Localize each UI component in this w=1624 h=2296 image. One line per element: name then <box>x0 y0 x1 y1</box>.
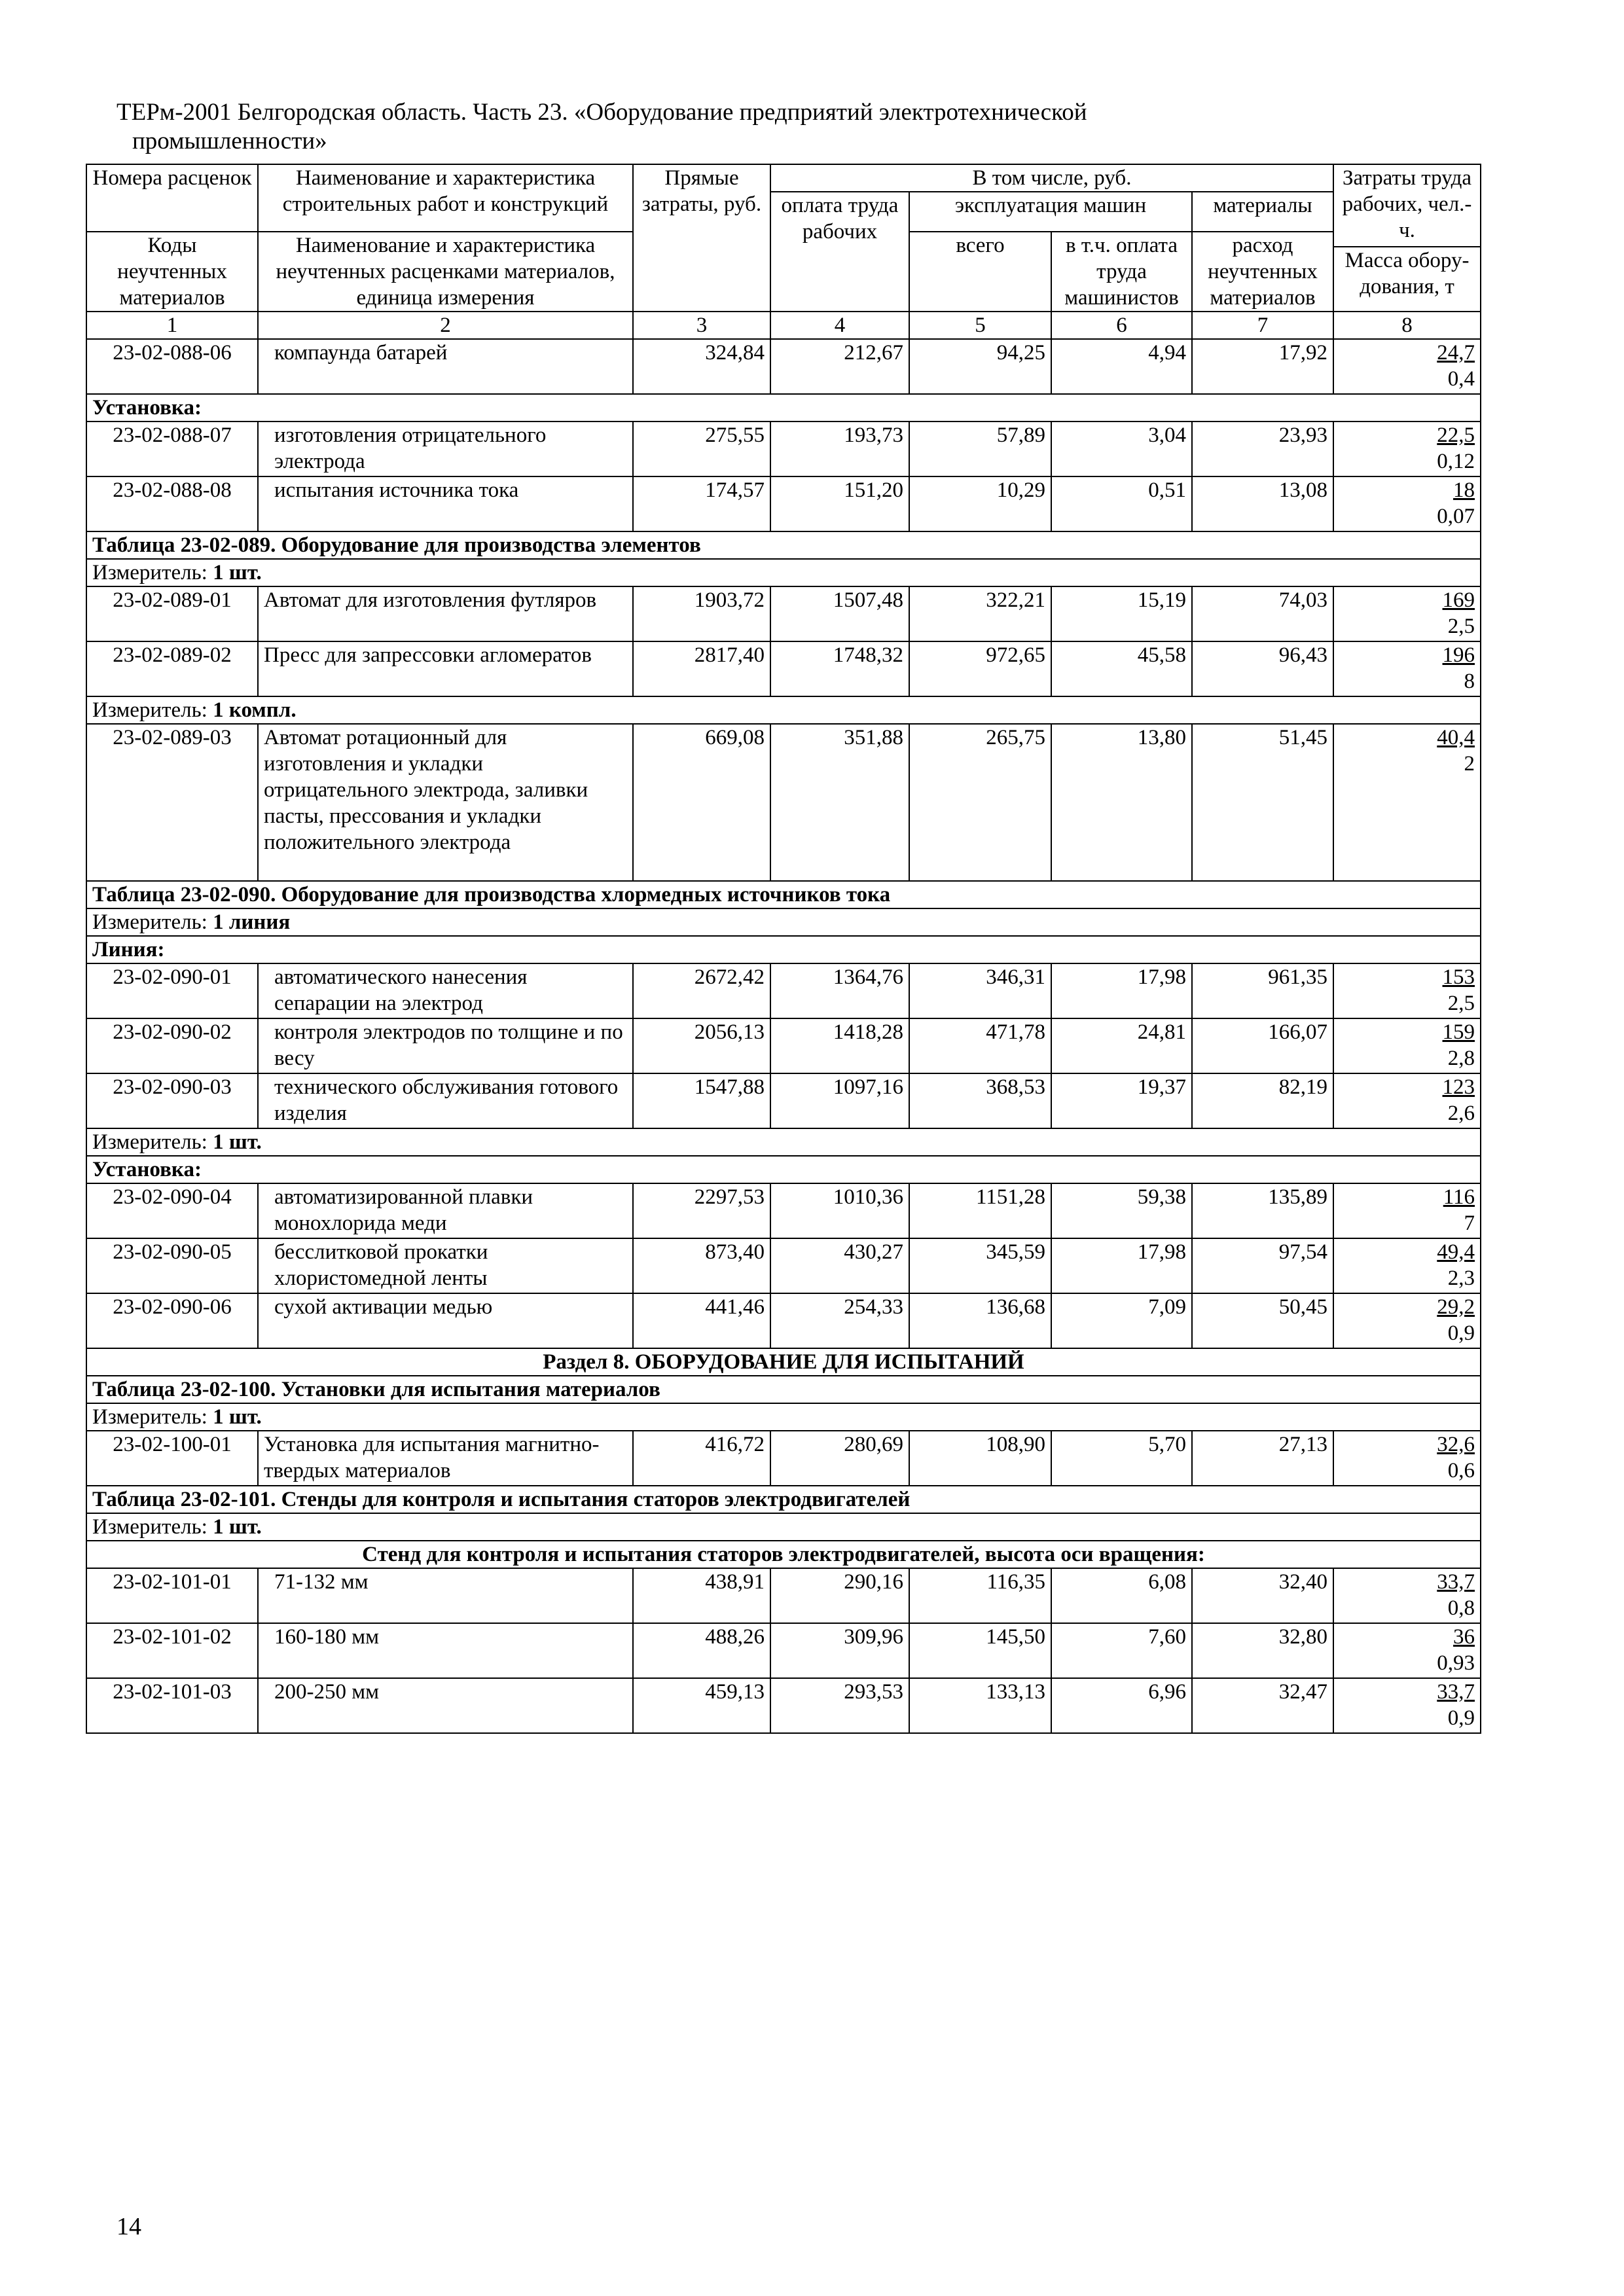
cost-v3: 669,08 <box>633 724 770 881</box>
rate-code: 23-02-101-01 <box>86 1568 258 1623</box>
cost-v4: 293,53 <box>770 1678 909 1733</box>
header-mass: Масса обору-дования, т <box>1333 247 1481 312</box>
page-number: 14 <box>117 2213 141 2240</box>
table-row <box>86 339 1481 394</box>
rate-code: 23-02-101-03 <box>86 1678 258 1733</box>
header-materials: материалы <box>1192 192 1333 232</box>
cost-v5: 265,75 <box>909 724 1051 881</box>
rate-name: 160-180 мм <box>258 1623 633 1678</box>
measure-value: 1 линия <box>213 910 291 934</box>
measure-unit-row <box>86 1403 1481 1431</box>
mass-value: 8 <box>1464 670 1475 693</box>
cost-v7: 17,92 <box>1192 339 1333 394</box>
mass-value: 0,9 <box>1447 1321 1475 1345</box>
header-in-that: В том числе, руб. <box>770 164 1333 192</box>
cost-v5: 57,89 <box>909 422 1051 476</box>
cost-v4: 193,73 <box>770 422 909 476</box>
mass-value: 0,8 <box>1447 1596 1475 1620</box>
table-row <box>86 1293 1481 1348</box>
header-machines-total: всего <box>909 232 1051 312</box>
mass-value: 0,07 <box>1437 505 1475 528</box>
labor-mass-cell <box>1333 724 1481 881</box>
labor-value: 22,5 <box>1437 423 1475 447</box>
rate-code: 23-02-089-02 <box>86 641 258 696</box>
mass-value: 0,6 <box>1447 1459 1475 1482</box>
measure-unit <box>86 559 1481 586</box>
rate-code: 23-02-101-02 <box>86 1623 258 1678</box>
running-head-line-2: промышленности» <box>132 128 327 154</box>
labor-value: 159 <box>1442 1020 1475 1044</box>
table-089-title: Таблица 23-02-089. Оборудование для производства элементов <box>86 531 1481 559</box>
cost-v5: 345,59 <box>909 1238 1051 1293</box>
table-row <box>86 1018 1481 1073</box>
column-number: 6 <box>1051 312 1192 339</box>
cost-v6: 7,60 <box>1051 1623 1192 1678</box>
rate-code: 23-02-090-04 <box>86 1183 258 1238</box>
header-labor: Затраты труда рабочих, чел.-ч. <box>1333 164 1481 247</box>
cost-v6: 17,98 <box>1051 1238 1192 1293</box>
rate-code: 23-02-090-05 <box>86 1238 258 1293</box>
stand-group-heading: Стенд для контроля и испытания статоров электродвигателей, высота оси вращения: <box>86 1541 1481 1568</box>
measure-unit-row <box>86 908 1481 936</box>
rate-name: Установка для испытания магнитно-твердых материалов <box>258 1431 633 1486</box>
measure-unit <box>86 696 1481 724</box>
cost-v5: 368,53 <box>909 1073 1051 1128</box>
cost-v5: 471,78 <box>909 1018 1051 1073</box>
header-unaccounted-codes: Коды неучтенных материалов <box>86 232 258 312</box>
labor-mass-cell <box>1333 586 1481 641</box>
measure-value: 1 шт. <box>213 1405 262 1429</box>
header-unaccounted-materials: расход неучтенных материалов <box>1192 232 1333 312</box>
rate-code: 23-02-090-01 <box>86 963 258 1018</box>
rate-code: 23-02-090-02 <box>86 1018 258 1073</box>
cost-v6: 17,98 <box>1051 963 1192 1018</box>
cost-v4: 309,96 <box>770 1623 909 1678</box>
labor-value: 123 <box>1442 1075 1475 1099</box>
table-row <box>86 476 1481 531</box>
cost-v3: 275,55 <box>633 422 770 476</box>
mass-value: 2 <box>1464 752 1475 776</box>
rate-name: сухой активации медью <box>258 1293 633 1348</box>
cost-v6: 6,08 <box>1051 1568 1192 1623</box>
labor-value: 153 <box>1442 965 1475 989</box>
cost-v5: 1151,28 <box>909 1183 1051 1238</box>
header-operators-pay: в т.ч. оплата труда машинистов <box>1051 232 1192 312</box>
column-numbers-row <box>86 312 1481 339</box>
cost-v5: 116,35 <box>909 1568 1051 1623</box>
labor-mass-cell <box>1333 963 1481 1018</box>
subsection-lines: Линия: <box>86 936 1481 963</box>
table-row <box>86 641 1481 696</box>
table-row <box>86 422 1481 476</box>
cost-v3: 459,13 <box>633 1678 770 1733</box>
stand-group-heading-row <box>86 1541 1481 1568</box>
cost-v5: 346,31 <box>909 963 1051 1018</box>
cost-v4: 212,67 <box>770 339 909 394</box>
rate-code: 23-02-090-06 <box>86 1293 258 1348</box>
cost-v7: 74,03 <box>1192 586 1333 641</box>
measure-label: Измеритель: <box>92 910 213 934</box>
table-row <box>86 963 1481 1018</box>
cost-v7: 27,13 <box>1192 1431 1333 1486</box>
labor-value: 24,7 <box>1437 341 1475 365</box>
rate-name: 200-250 мм <box>258 1678 633 1733</box>
cost-v5: 972,65 <box>909 641 1051 696</box>
labor-value: 40,4 <box>1437 726 1475 749</box>
section-8-title-row <box>86 1348 1481 1376</box>
table-row <box>86 724 1481 881</box>
rate-name: Пресс для запрессовки агломератов <box>258 641 633 696</box>
cost-v6: 4,94 <box>1051 339 1192 394</box>
column-number: 1 <box>86 312 258 339</box>
mass-value: 7 <box>1464 1211 1475 1235</box>
cost-v4: 1010,36 <box>770 1183 909 1238</box>
rates-grid <box>86 164 1481 1734</box>
table-090-title-row <box>86 881 1481 908</box>
measure-unit-row <box>86 559 1481 586</box>
cost-v3: 438,91 <box>633 1568 770 1623</box>
cost-v7: 166,07 <box>1192 1018 1333 1073</box>
labor-value: 49,4 <box>1437 1240 1475 1264</box>
cost-v4: 1748,32 <box>770 641 909 696</box>
table-row <box>86 1431 1481 1486</box>
labor-value: 169 <box>1442 588 1475 612</box>
cost-v4: 1364,76 <box>770 963 909 1018</box>
mass-value: 2,5 <box>1447 992 1475 1015</box>
rate-code: 23-02-100-01 <box>86 1431 258 1486</box>
labor-value: 36 <box>1453 1625 1475 1649</box>
table-089-title-row <box>86 531 1481 559</box>
column-number: 4 <box>770 312 909 339</box>
labor-mass-cell <box>1333 1623 1481 1678</box>
cost-v7: 32,40 <box>1192 1568 1333 1623</box>
cost-v7: 13,08 <box>1192 476 1333 531</box>
labor-mass-cell <box>1333 1293 1481 1348</box>
measure-unit-row <box>86 1513 1481 1541</box>
table-row <box>86 1073 1481 1128</box>
cost-v4: 1507,48 <box>770 586 909 641</box>
cost-v3: 174,57 <box>633 476 770 531</box>
labor-mass-cell <box>1333 422 1481 476</box>
header-row-1 <box>86 164 1481 192</box>
labor-mass-cell <box>1333 641 1481 696</box>
rate-name: контроля электродов по толщине и по весу <box>258 1018 633 1073</box>
cost-v3: 441,46 <box>633 1293 770 1348</box>
rate-name: 71-132 мм <box>258 1568 633 1623</box>
labor-value: 18 <box>1453 478 1475 502</box>
measure-label: Измеритель: <box>92 1405 213 1429</box>
rate-code: 23-02-088-06 <box>86 339 258 394</box>
cost-v6: 19,37 <box>1051 1073 1192 1128</box>
cost-v7: 32,80 <box>1192 1623 1333 1678</box>
cost-v4: 1418,28 <box>770 1018 909 1073</box>
cost-v5: 133,13 <box>909 1678 1051 1733</box>
table-row <box>86 1238 1481 1293</box>
cost-v3: 2672,42 <box>633 963 770 1018</box>
cost-v6: 45,58 <box>1051 641 1192 696</box>
subsection-install: Установка: <box>86 394 1481 422</box>
section-8-title: Раздел 8. ОБОРУДОВАНИЕ ДЛЯ ИСПЫТАНИЙ <box>86 1348 1481 1376</box>
measure-value: 1 компл. <box>213 698 297 722</box>
cost-v7: 50,45 <box>1192 1293 1333 1348</box>
subsection-install: Установка: <box>86 1156 1481 1183</box>
rate-name: автоматического нанесения сепарации на электрод <box>258 963 633 1018</box>
measure-unit <box>86 1128 1481 1156</box>
header-name: Наименование и характеристика строительных работ и конструкций <box>258 164 633 232</box>
cost-v5: 94,25 <box>909 339 1051 394</box>
cost-v5: 108,90 <box>909 1431 1051 1486</box>
subsection-install-row <box>86 1156 1481 1183</box>
cost-v6: 6,96 <box>1051 1678 1192 1733</box>
rate-code: 23-02-088-08 <box>86 476 258 531</box>
measure-value: 1 шт. <box>213 561 262 584</box>
rate-name: бесслитковой прокатки хлористомедной ленты <box>258 1238 633 1293</box>
mass-value: 2,6 <box>1447 1102 1475 1125</box>
cost-v6: 7,09 <box>1051 1293 1192 1348</box>
cost-v7: 96,43 <box>1192 641 1333 696</box>
cost-v4: 254,33 <box>770 1293 909 1348</box>
mass-value: 0,9 <box>1447 1706 1475 1730</box>
table-row <box>86 1623 1481 1678</box>
price-table <box>86 164 1480 1734</box>
measure-value: 1 шт. <box>213 1130 262 1154</box>
cost-v6: 24,81 <box>1051 1018 1192 1073</box>
labor-value: 32,6 <box>1437 1433 1475 1456</box>
mass-value: 2,8 <box>1447 1047 1475 1070</box>
cost-v4: 351,88 <box>770 724 909 881</box>
cost-v7: 32,47 <box>1192 1678 1333 1733</box>
table-100-title-row <box>86 1376 1481 1403</box>
cost-v7: 82,19 <box>1192 1073 1333 1128</box>
rate-name: изготовления отрицательного электрода <box>258 422 633 476</box>
measure-label: Измеритель: <box>92 1130 213 1154</box>
rate-name: автоматизированной плавки монохлорида меди <box>258 1183 633 1238</box>
labor-mass-cell <box>1333 1678 1481 1733</box>
table-101-title-row <box>86 1486 1481 1513</box>
header-direct-costs: Прямые затраты, руб. <box>633 164 770 312</box>
table-row <box>86 1183 1481 1238</box>
mass-value: 0,12 <box>1437 450 1475 473</box>
column-number: 8 <box>1333 312 1481 339</box>
rate-code: 23-02-090-03 <box>86 1073 258 1128</box>
measure-label: Измеритель: <box>92 1515 213 1539</box>
cost-v4: 151,20 <box>770 476 909 531</box>
measure-unit <box>86 908 1481 936</box>
cost-v4: 1097,16 <box>770 1073 909 1128</box>
cost-v7: 135,89 <box>1192 1183 1333 1238</box>
cost-v3: 488,26 <box>633 1623 770 1678</box>
cost-v3: 2056,13 <box>633 1018 770 1073</box>
measure-value: 1 шт. <box>213 1515 262 1539</box>
header-unaccounted-name: Наименование и характеристика неучтенных расценками материалов, единица измерения <box>258 232 633 312</box>
labor-mass-cell <box>1333 1238 1481 1293</box>
cost-v3: 873,40 <box>633 1238 770 1293</box>
mass-value: 0,93 <box>1437 1651 1475 1675</box>
cost-v3: 2297,53 <box>633 1183 770 1238</box>
table-row <box>86 1678 1481 1733</box>
cost-v6: 13,80 <box>1051 724 1192 881</box>
measure-unit <box>86 1513 1481 1541</box>
table-row <box>86 586 1481 641</box>
cost-v6: 3,04 <box>1051 422 1192 476</box>
subsection-lines-row <box>86 936 1481 963</box>
column-number: 5 <box>909 312 1051 339</box>
cost-v7: 51,45 <box>1192 724 1333 881</box>
rate-name: компаунда батарей <box>258 339 633 394</box>
header-machines: эксплуатация машин <box>909 192 1192 232</box>
rate-code: 23-02-089-03 <box>86 724 258 881</box>
cost-v5: 145,50 <box>909 1623 1051 1678</box>
running-head <box>117 98 1458 156</box>
labor-value: 116 <box>1443 1185 1475 1209</box>
labor-mass-cell <box>1333 339 1481 394</box>
cost-v4: 290,16 <box>770 1568 909 1623</box>
cost-v3: 416,72 <box>633 1431 770 1486</box>
cost-v3: 2817,40 <box>633 641 770 696</box>
running-head-line-1: ТЕРм-2001 Белгородская область. Часть 23. «Оборудование предприятий электротехнической <box>117 99 1087 126</box>
rate-name: технического обслуживания готового изделия <box>258 1073 633 1128</box>
measure-label: Измеритель: <box>92 561 213 584</box>
labor-mass-cell <box>1333 1431 1481 1486</box>
labor-mass-cell <box>1333 1183 1481 1238</box>
column-number: 2 <box>258 312 633 339</box>
table-100-title: Таблица 23-02-100. Установки для испытания материалов <box>86 1376 1481 1403</box>
rate-name: Автомат для изготовления футляров <box>258 586 633 641</box>
table-090-title: Таблица 23-02-090. Оборудование для производства хлормедных источников тока <box>86 881 1481 908</box>
labor-mass-cell <box>1333 1073 1481 1128</box>
cost-v6: 5,70 <box>1051 1431 1192 1486</box>
cost-v3: 324,84 <box>633 339 770 394</box>
labor-value: 29,2 <box>1437 1295 1475 1319</box>
column-number: 3 <box>633 312 770 339</box>
column-number: 7 <box>1192 312 1333 339</box>
cost-v6: 0,51 <box>1051 476 1192 531</box>
labor-mass-cell <box>1333 1568 1481 1623</box>
cost-v7: 97,54 <box>1192 1238 1333 1293</box>
rate-code: 23-02-088-07 <box>86 422 258 476</box>
rate-code: 23-02-089-01 <box>86 586 258 641</box>
cost-v5: 322,21 <box>909 586 1051 641</box>
table-row <box>86 1568 1481 1623</box>
mass-value: 2,5 <box>1447 615 1475 638</box>
measure-unit-row <box>86 696 1481 724</box>
cost-v3: 1903,72 <box>633 586 770 641</box>
rate-name: испытания источника тока <box>258 476 633 531</box>
rate-name: Автомат ротационный для изготовления и укладки отрицательного электрода, заливки пасты, прессования и укладки положительного электрода <box>258 724 633 881</box>
cost-v5: 136,68 <box>909 1293 1051 1348</box>
measure-label: Измеритель: <box>92 698 213 722</box>
labor-value: 33,7 <box>1437 1570 1475 1594</box>
mass-value: 2,3 <box>1447 1266 1475 1290</box>
subsection-install-row <box>86 394 1481 422</box>
header-workers-pay: оплата труда рабочих <box>770 192 909 312</box>
labor-mass-cell <box>1333 476 1481 531</box>
cost-v6: 15,19 <box>1051 586 1192 641</box>
cost-v7: 961,35 <box>1192 963 1333 1018</box>
cost-v5: 10,29 <box>909 476 1051 531</box>
measure-unit-row <box>86 1128 1481 1156</box>
labor-mass-cell <box>1333 1018 1481 1073</box>
measure-unit <box>86 1403 1481 1431</box>
cost-v4: 280,69 <box>770 1431 909 1486</box>
table-101-title: Таблица 23-02-101. Стенды для контроля и испытания статоров электродвигателей <box>86 1486 1481 1513</box>
cost-v6: 59,38 <box>1051 1183 1192 1238</box>
mass-value: 0,4 <box>1447 367 1475 391</box>
labor-value: 196 <box>1442 643 1475 667</box>
header-codes: Номера расценок <box>86 164 258 232</box>
cost-v4: 430,27 <box>770 1238 909 1293</box>
cost-v7: 23,93 <box>1192 422 1333 476</box>
labor-value: 33,7 <box>1437 1680 1475 1704</box>
cost-v3: 1547,88 <box>633 1073 770 1128</box>
